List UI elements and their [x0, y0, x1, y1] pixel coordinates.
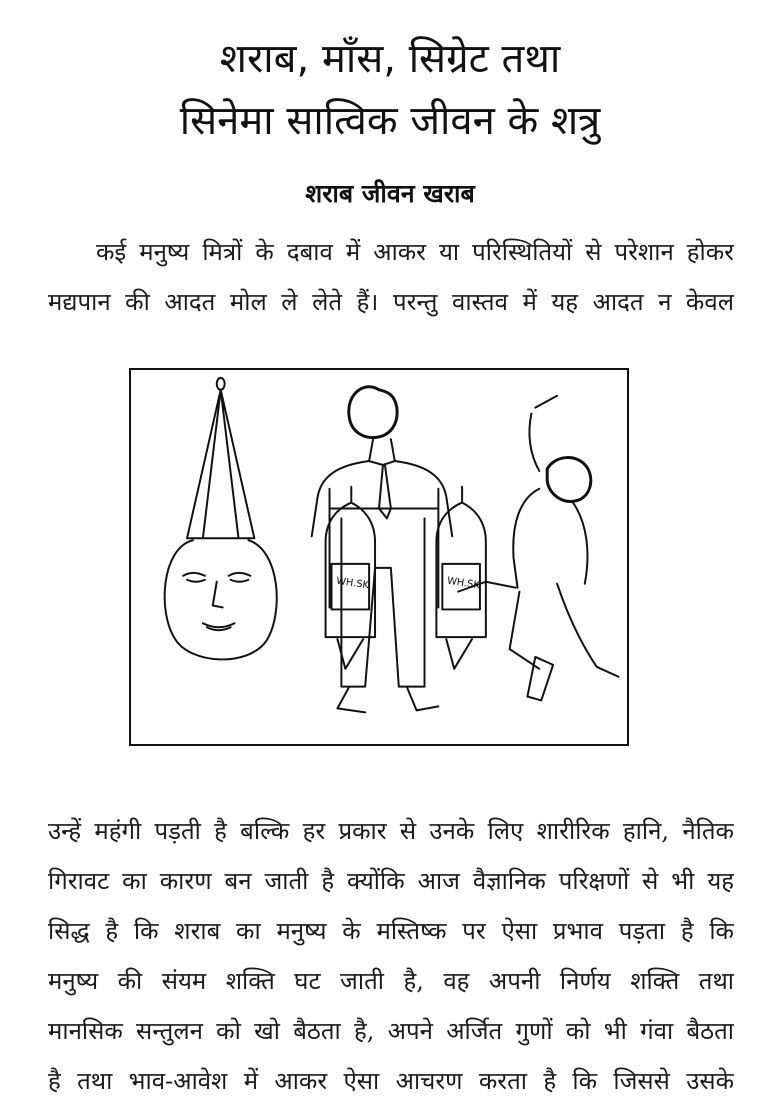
man-with-bottles-icon [312, 387, 486, 713]
paragraph-line: कई मनुष्य मित्रों के दबाव में आकर या परिस्थितियों से परेशान होकर [96, 238, 734, 266]
paragraph-line: मद्यपान की आदत मोल ले लेते हैं। परन्तु वास्तव में यह आदत न केवल [48, 288, 734, 316]
section-heading: शराब जीवन खराब [305, 179, 475, 208]
paragraph-line: सिद्ध है कि शराब का मनुष्य के मस्तिष्क पर ऐसा प्रभाव पड़ता है कि [48, 917, 734, 945]
hanging-mask-icon [165, 378, 277, 660]
paragraph-2 [48, 806, 734, 1106]
bottle-label-left: WH.SK [335, 575, 370, 592]
bottle-label-right: WH.SK [446, 575, 481, 592]
title-line-2: सिनेमा सात्विक जीवन के शत्रु [179, 98, 601, 144]
paragraph-line: मनुष्य की संयम शक्ति घट जाती है, वह अपनी निर्णय शक्ति तथा [48, 967, 734, 995]
paragraph-line: मानसिक सन्तुलन को खो बैठता है, अपने अर्जित गुणों को भी गंवा बैठता [48, 1017, 734, 1045]
paragraph-1 [48, 227, 734, 327]
paragraph-line: है तथा भाव-आवेश में आकर ऐसा आचरण करता है कि जिससे उसके [48, 1067, 734, 1095]
cartoon-drawing [131, 370, 627, 744]
paragraph-line: उन्हें महंगी पड़ती है बल्कि हर प्रकार से उनके लिए शारीरिक हानि, नैतिक [48, 817, 734, 845]
illustration [129, 368, 629, 746]
title-line-1: शराब, माँस, सिग्रेट तथा [219, 36, 561, 82]
pointing-man-icon [458, 396, 618, 701]
page-title [0, 28, 780, 152]
paragraph-line: गिरावट का कारण बन जाती है क्योंकि आज वैज्ञानिक परिक्षणों से भी यह [48, 867, 734, 895]
